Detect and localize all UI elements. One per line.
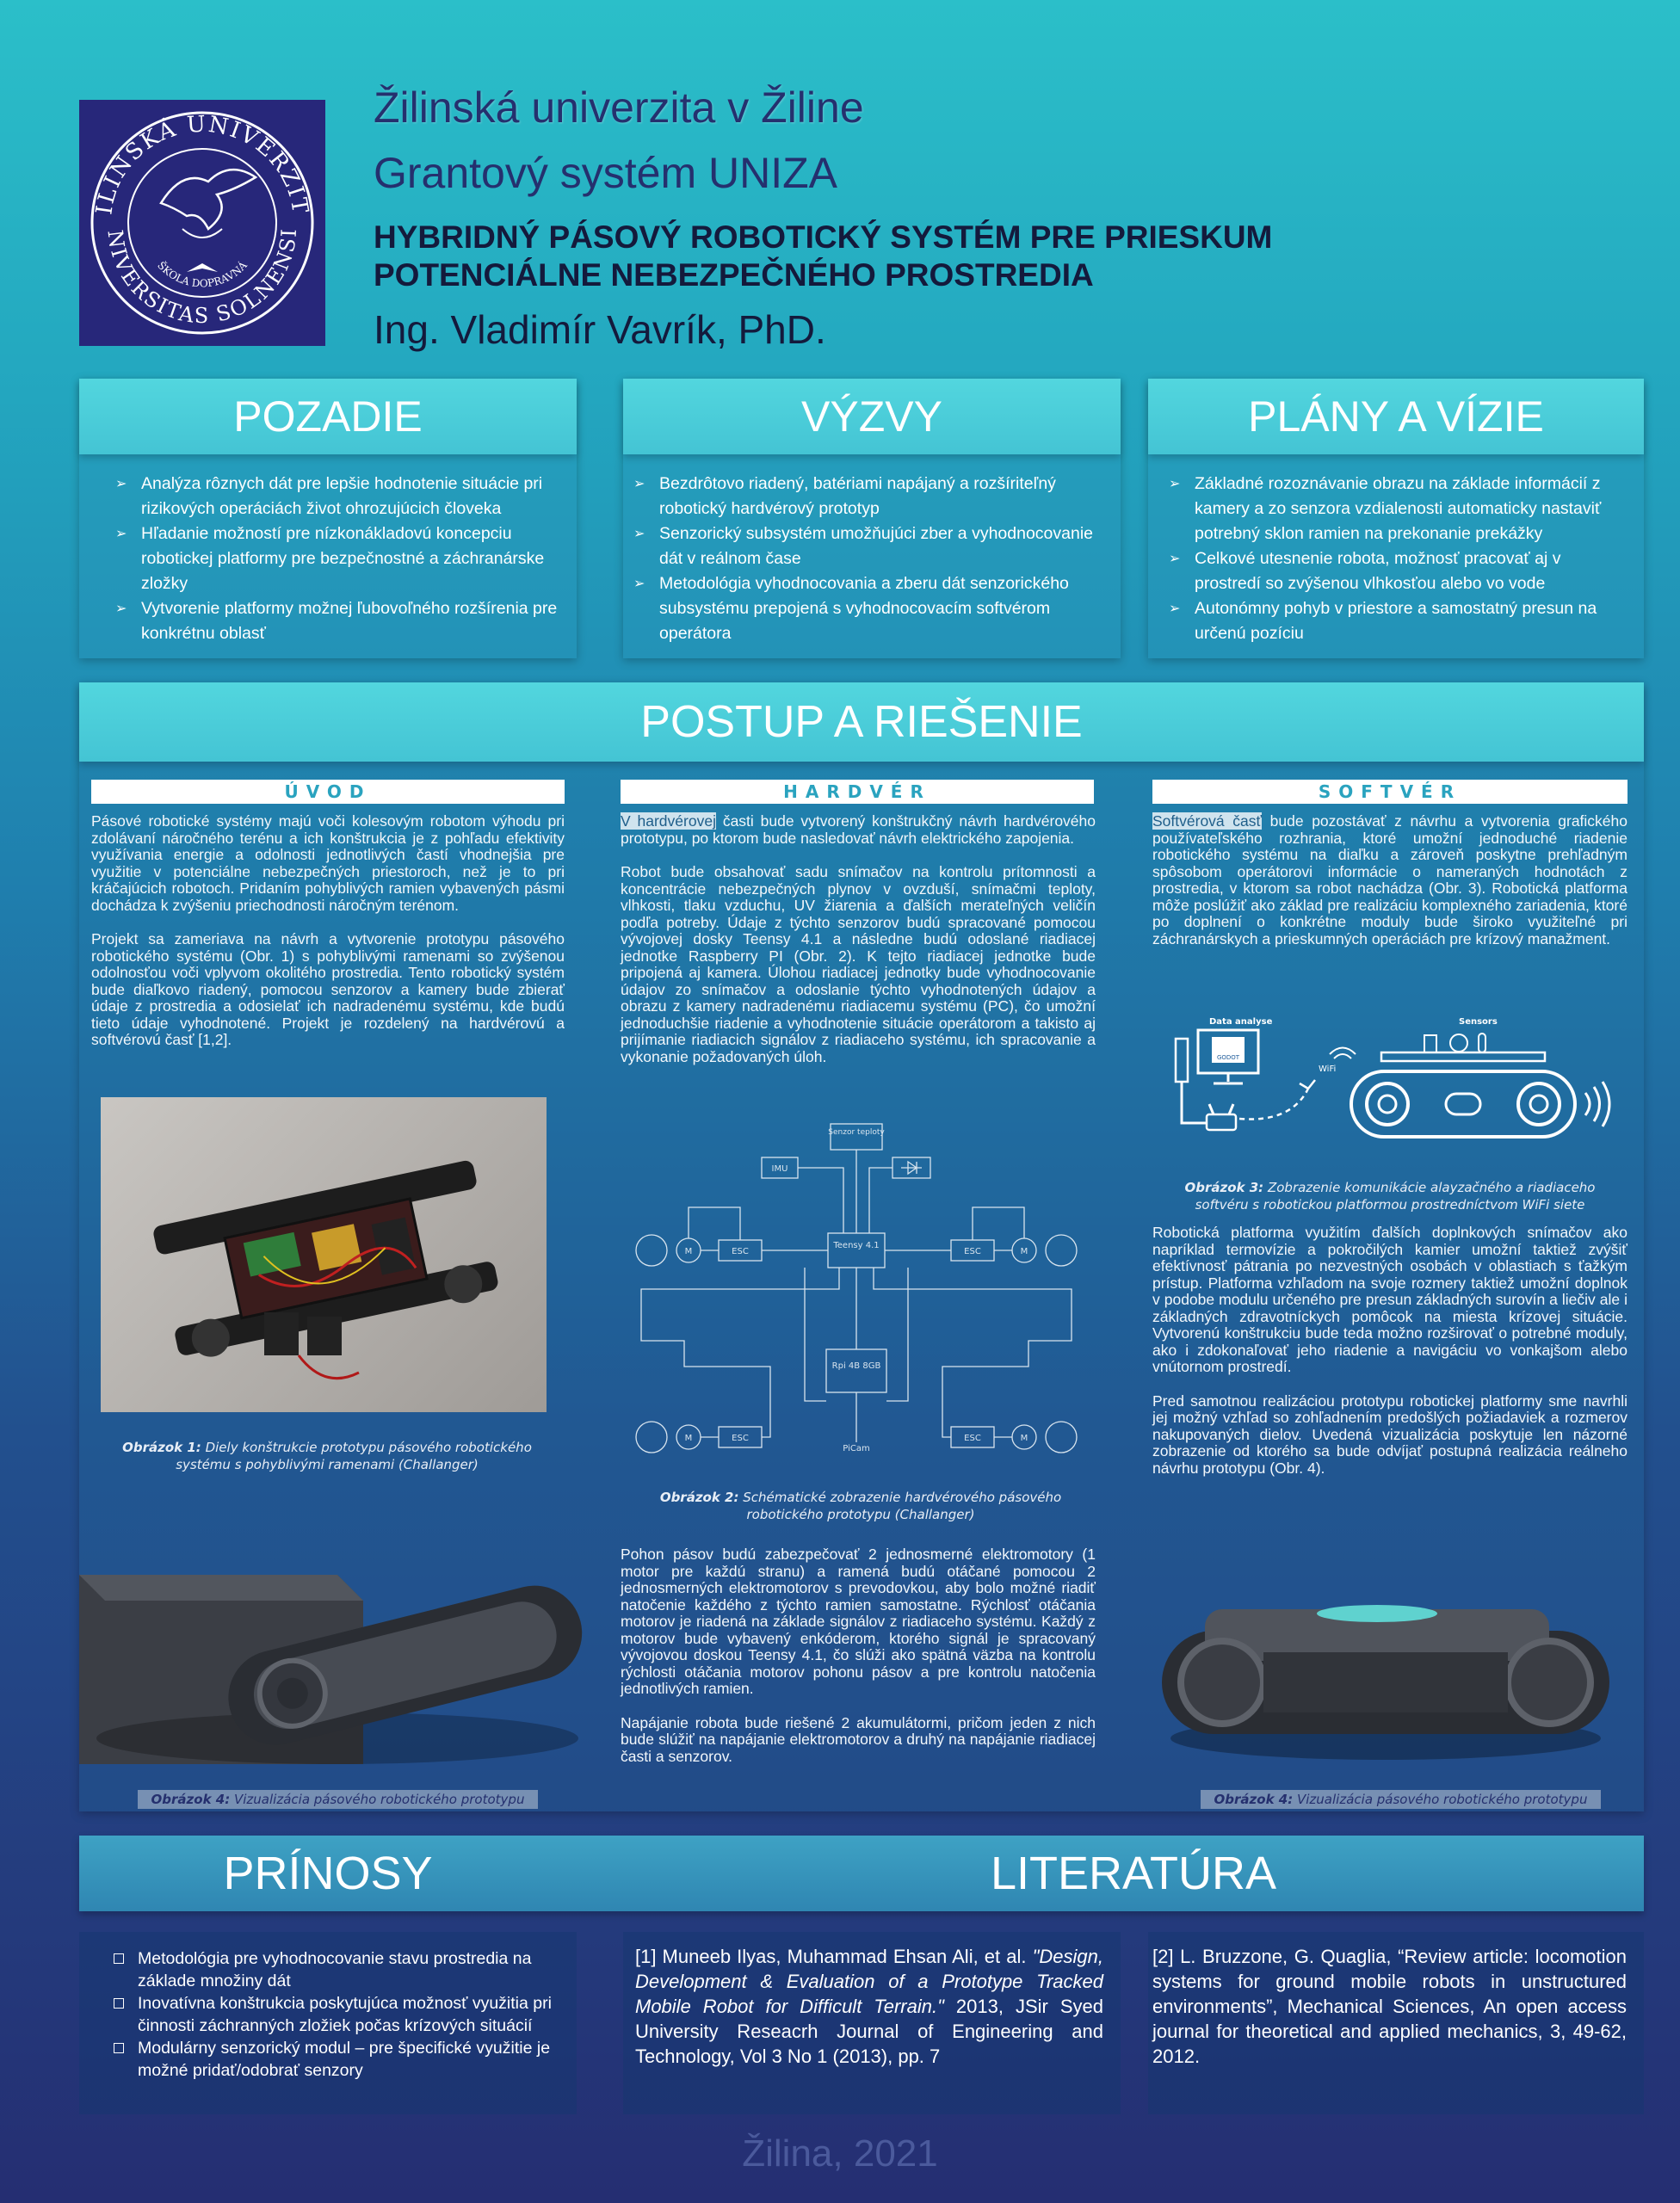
- softver-text-bottom: [1152, 1225, 1628, 1494]
- diagram-teensy-label: Teensy 4.1: [833, 1241, 880, 1250]
- vyzvy-title: VÝZVY: [623, 379, 1121, 454]
- literatura-ref1-panel: [623, 1932, 1121, 2114]
- list-item: ➢ Vytvorenie platformy možnej ľubovoľného rozšírenia pre konkrétnu oblasť: [115, 596, 559, 646]
- hardver-paragraph-4: Napájanie robota bude riešené 2 akumulátormi, pričom jeden z nich bude slúžiť na napájanie elektromotorov a druhý na napájanie riadiacej časti a senzorov.: [621, 1713, 1096, 1765]
- wifi-label: WiFi: [1319, 1064, 1337, 1074]
- diagram-esc-label: ESC: [732, 1434, 749, 1443]
- list-item: Metodológia pre vyhodnocovanie stavu prostredia na základe množiny dát: [112, 1947, 559, 1992]
- reference-1-title: "Design, Development & Evaluation of a Prototype Tracked Mobile Robot for Difficult Terrain.": [635, 1946, 1103, 2017]
- uvod-heading: ÚVOD: [91, 780, 565, 804]
- hardver-heading: HARDVÉR: [621, 780, 1094, 804]
- prinosy-panel: [79, 1932, 577, 2114]
- figure-1-label: Obrázok 1:: [122, 1440, 201, 1455]
- list-item: ➢ Metodológia vyhodnocovania a zberu dát senzorického subsystému prepojená s vyhodnocovacím softvérom operátora: [633, 571, 1103, 646]
- data-analyse-label: Data analyse: [1209, 1017, 1273, 1027]
- diagram-esc-label: ESC: [964, 1434, 981, 1443]
- reference-1: [635, 1944, 1103, 2069]
- list-item: ➢ Bezdrôtovo riadený, batériami napájaný a rozšíriteľný robotický hardvérový prototyp: [633, 472, 1103, 521]
- figure-2-label: Obrázok 2:: [659, 1490, 739, 1505]
- university-name: Žilinská univerzita v Žiline: [374, 83, 864, 132]
- hardver-text-bottom: [621, 1546, 1096, 1782]
- softver-paragraph-1-text: bude pozostávať z návrhu a vytvorenia grafického používateľského rozhrania, ktoré umožní jednoduché riadenie robotického systému na diaľku a zároveň poskytne prehľadným spôsobom operátorovi informácie o nameraných hodnotách z prostredia, v ktorom sa robot nachádza (Obr. 3). Robotická platforma môže poslúžiť ako základ pre realizáciu komplexného zariadenia, ktoré po doplnení o konkrétne moduly bude široko využiteľné pri záchranárskych a prieskumných operáciách pre krízový manažment.: [1152, 812, 1628, 947]
- reference-1-source: 2013, JSir Syed University Reseacrh Journal of Engineering and Technology, Vol 3 No 1 (2013), pp. 7: [635, 1996, 1103, 2067]
- list-item: ➢ Hľadanie možností pre nízkonákladovú koncepciu robotickej platformy pre bezpečnostné a záchranárske zložky: [115, 521, 559, 596]
- hardver-paragraph-1-text: časti bude vytvorený konštrukčný návrh hardvérového prototypu, po ktorom bude nasledovať návrh elektrického zapojenia.: [621, 812, 1096, 847]
- diagram-esc-label: ESC: [964, 1247, 981, 1256]
- hardware-schematic-diagram: [633, 1117, 1089, 1461]
- figure-4-label: Obrázok 4:: [151, 1792, 231, 1807]
- prinosy-list: [112, 1947, 559, 2082]
- hardver-paragraph-3: Pohon pásov budú zabezpečovať 2 jednosmerné elektromotory (1 motor pre každú stranu) a ramená budú otáčané pomocou 2 jednosmerných elektromotorov s prevodovkou, aby bolo možné riadiť natočenie každého z týchto ramien samostatne. Rýchlosť otáčania motorov je riadená na základe signálov z riadiaceho systému. Každý z motorov bude vybavený enkóderom, ktorého signál je spracovaný vývojovou doskou Teensy 4.1, čo slúži ako spätná väzba na kontrolu rýchlosti otáčania motorov pohonu pásov a pre kontrolu natočenia jednotlivých ramien.: [621, 1546, 1096, 1697]
- footer-place-year: Žilina, 2021: [742, 2132, 938, 2175]
- pozadie-list: [115, 472, 559, 646]
- software-communication-diagram: [1162, 1011, 1618, 1153]
- uvod-text: [91, 813, 565, 1066]
- list-item: ➢ Senzorický subsystém umožňujúci zber a vyhodnocovanie dát v reálnom čase: [633, 521, 1103, 571]
- reference-2: [2] L. Bruzzone, G. Quaglia, “Review article: locomotion systems for ground mobile robots in unstructured environments”, Mechanical Sciences, An open access journal for theoretical and applied mechanics, 3, 49-62, 2012.: [1152, 1946, 1627, 2067]
- diagram-motor-label: M: [684, 1434, 693, 1443]
- robot-render-right-image: [1153, 1549, 1618, 1777]
- softver-highlight: Softvérová časť: [1152, 812, 1263, 830]
- figure-3-label: Obrázok 3:: [1184, 1180, 1264, 1195]
- hardver-paragraph-2: Robot bude obsahovať sadu snímačov na kontrolu prítomnosti a koncentrácie nebezpečných plynov v ovzduší, snímačmi teploty, vlhkosti, tlaku vzduchu, UV žiarenia a ďalších merateľných veličín podľa potreby. Údaje z týchto senzorov budú spracované pomocou vývojovej dosky Teensy 4.1 a následne budú odoslané riadiacej jednotke Raspberry PI (Obr. 2). K tejto riadiacej jednotke bude pripojená aj kamera. Úlohou riadiacej jednotky bude vyhodnocovanie údajov zo snímačov a odoslanie týchto vyhodnotených údajov a obrazu z kamery nadradenému riadiacemu systému (PC), čo umožní jednoduchšie riadenie a vyhodnotenie situácie operátorom a takisto aj prijímanie riadiacich signálov z riadiaceho systému, ich spracovanie a vykonanie požadovaných úloh.: [621, 863, 1096, 1065]
- sensors-label: Sensors: [1459, 1017, 1498, 1027]
- list-item: ➢ Základné rozoznávanie obrazu na základe informácií z kamery a zo senzora vzdialenosti automaticky nastaviť potrebný sklon ramien na prekonanie prekážky: [1169, 472, 1627, 546]
- softver-paragraph-3: Pred samotnou realizáciou prototypu robotickej platformy sme navrhli jej možný vzhľad so zohľadnením predošlých požiadaviek a rozmerov nakupovaných dielov. Uvedená vizualizácia poskytuje len názorné zobrazenie od ktorého sa bude odvíjať postupná realizácia reálneho návrhu prototypu (Obr. 4).: [1152, 1392, 1628, 1477]
- figure-3-text: Zobrazenie komunikácie alayzačného a riadiaceho softvéru s robotickou platformou prostredníctvom WiFi siete: [1195, 1180, 1596, 1213]
- diagram-picam-label: PiCam: [843, 1444, 870, 1453]
- hardver-highlight: V hardvérovej: [621, 812, 716, 830]
- uvod-paragraph-1: Pásové robotické systémy majú voči kolesovým robotom výhodu pri zdolávaní náročného terénu a ich konštrukcia je z pohľadu efektivity využívania energie a odolnosti jednotlivých častí vhodnejšia pre využitie v potenciálne nebezpečných priestoroch, než je to pri kráčajúcich robotoch. Pridaním pohyblivých ramien vybavených pásmi dochádza k zvýšeniu priechodnosti náročným terénom.: [91, 812, 565, 914]
- svg-text:ŠKOLA DOPRAVNÁ: ŠKOLA DOPRAVNÁ: [155, 259, 250, 290]
- pozadie-panel: [79, 379, 577, 658]
- author-name: Ing. Vladimír Vavrík, PhD.: [374, 307, 826, 352]
- hardver-paragraph-1: [621, 813, 1096, 847]
- list-item: ➢ Autonómny pohyb v priestore a samostatný presun na určenú pozíciu: [1169, 596, 1627, 646]
- plany-panel: [1148, 379, 1644, 658]
- list-item: Modulárny senzorický modul – pre špecifické využitie je možné pridať/odobrať senzory: [112, 2037, 559, 2082]
- vyzvy-list: [633, 472, 1103, 646]
- figure-1-caption: [95, 1439, 559, 1473]
- figure-4-text: Vizualizácia pásového robotického prototypu: [234, 1792, 525, 1807]
- list-item: ➢ Analýza rôznych dát pre lepšie hodnotenie situácie pri rizikových operáciách život ohrozujúcich človeka: [115, 472, 559, 521]
- softver-paragraph-2: Robotická platforma využitím ďalších doplnkových snímačov ako napríklad termovízie a pokročilých kamier umožní taktiež zvýšiť efektívnosť pátrania po nezvestných osobách v oblastiach s ťažkým prístup. Platforma vzhľadom na svoje rozmery taktiež umožní doplnok v podobe modulu určeného pre presun základných surovín a liečiv ale i základných zdravotníckych pomôcok na miesta krízovej situácie. Vytvorenú konštrukciu bude teda možno rozširovať o potrebné moduly, ako i zdokonaľovať jeho riadenie a navigáciu vo vonkajšom alebo vnútornom prostredí.: [1152, 1224, 1628, 1375]
- plany-list: [1169, 472, 1627, 646]
- uvod-paragraph-2: Projekt sa zameriava na návrh a vytvorenie prototypu pásového robotického systému (Obr. 1) s pohyblivými ramenami so zvýšenou odolnosťou voči vplyvom okolitého prostredia. Tento robotický systém bude diaľkovo riadený, pomocou senzorov a kamery bude zbierať údaje z prostredia a odosielať ich nadradenému systému, kde budú tieto údaje vyhodnotené. Projekt je rozdelený na hardvérovú a softvérovú časť [1,2].: [91, 930, 565, 1048]
- figure-4-caption-right: [1201, 1790, 1601, 1809]
- robot-parts-photo: [101, 1097, 547, 1412]
- figure-4-label: Obrázok 4:: [1214, 1792, 1294, 1807]
- plany-title: PLÁNY A VÍZIE: [1148, 379, 1644, 454]
- softver-heading: SOFTVÉR: [1152, 780, 1628, 804]
- project-title: HYBRIDNÝ PÁSOVÝ ROBOTICKÝ SYSTÉM PRE PRIESKUM POTENCIÁLNE NEBEZPEČNÉHO PROSTREDIA: [374, 219, 1273, 293]
- figure-3-caption: [1158, 1179, 1622, 1213]
- diagram-rpi-label: Rpi 4B 8GB: [831, 1361, 881, 1371]
- diagram-esc-label: ESC: [732, 1247, 749, 1256]
- figure-2-text: Schématické zobrazenie hardvérového pásového robotického prototypu (Challanger): [743, 1490, 1062, 1522]
- postup-title: POSTUP A RIEŠENIE: [79, 682, 1644, 762]
- diagram-motor-label: M: [1020, 1434, 1028, 1443]
- svg-text:ŽILINSKÁ UNIVERZITA: ILINSKÁ UNIVERZIT: [91, 111, 313, 217]
- figure-2-caption: [633, 1489, 1089, 1523]
- diagram-imu-label: IMU: [771, 1164, 788, 1174]
- literatura-title: LITERATÚRA: [990, 1848, 1277, 1899]
- university-seal-logo: [79, 100, 325, 346]
- svg-text:UNIVERSITAS SOLNENSIS: NIVERSITAS SOLNENSI: [102, 226, 302, 329]
- list-item: Inovatívna konštrukcia poskytujúca možnosť využitia pri činnosti záchranných zložiek počas krízových situácií: [112, 1992, 559, 2037]
- diagram-sensor-label: Senzor teploty: [828, 1128, 885, 1137]
- robot-render-left: [79, 1566, 596, 1794]
- softver-text-top: [1152, 813, 1628, 965]
- figure-1-text: Diely konštrukcie prototypu pásového robotického systému s pohyblivými ramenami (Challanger): [176, 1440, 532, 1472]
- diagram-motor-label: M: [684, 1247, 693, 1256]
- hardver-text-top: [621, 813, 1096, 1083]
- diagram-motor-label: M: [1020, 1247, 1028, 1256]
- figure-4-caption-left: [138, 1790, 538, 1809]
- prinosy-title: PRÍNOSY: [223, 1848, 433, 1899]
- grant-system-name: Grantový systém UNIZA: [374, 149, 837, 197]
- list-item: ➢ Celkové utesnenie robota, možnosť pracovať aj v prostredí so zvýšenou vlhkosťou alebo vo vode: [1169, 546, 1627, 596]
- pozadie-title: POZADIE: [79, 379, 577, 454]
- literatura-ref2-panel: [1148, 1932, 1644, 2114]
- reference-1-authors: [1] Muneeb Ilyas, Muhammad Ehsan Ali, et al.: [635, 1946, 1033, 1967]
- godot-label: GODOT: [1216, 1054, 1240, 1061]
- vyzvy-panel: [623, 379, 1121, 658]
- figure-4-text: Vizualizácia pásového robotického prototypu: [1297, 1792, 1588, 1807]
- softver-paragraph-1: [1152, 813, 1628, 947]
